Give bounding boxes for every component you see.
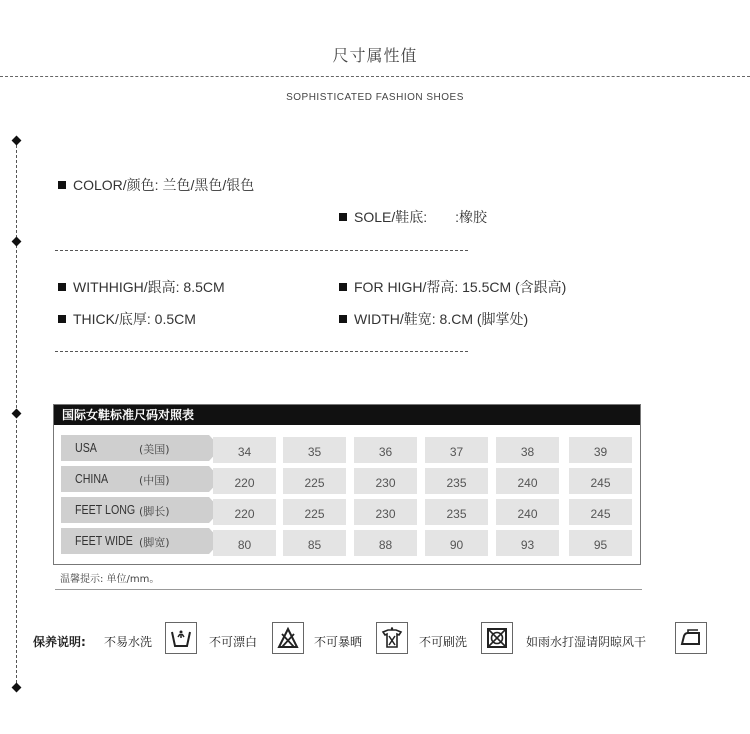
care-label: 不可刷洗 bbox=[419, 635, 468, 649]
row-label-en: FEET WIDE bbox=[75, 533, 133, 548]
attr-thickness bbox=[58, 309, 196, 329]
care-label: 不可暴晒 bbox=[314, 635, 363, 649]
attr-sole-label: SOLE/鞋底: bbox=[354, 209, 428, 225]
attr-heel-height-text: WITHHIGH/跟高: 8.5CM bbox=[73, 279, 225, 295]
row-label-zh: (脚宽) bbox=[139, 536, 170, 549]
table-cell: 245 bbox=[569, 468, 632, 494]
table-cell: 35 bbox=[283, 437, 346, 463]
care-label: 不易水洗 bbox=[104, 635, 153, 649]
size-table bbox=[53, 404, 641, 565]
care-instructions bbox=[33, 622, 733, 656]
table-cell: 95 bbox=[569, 530, 632, 556]
table-cell: 36 bbox=[354, 437, 417, 463]
page-title: 尺寸属性值 bbox=[332, 46, 418, 65]
timeline-diamond-icon bbox=[12, 683, 22, 693]
attr-width-text: WIDTH/鞋宽: 8.CM (脚掌处) bbox=[354, 311, 529, 327]
row-label-en: USA bbox=[75, 440, 97, 455]
size-table-title: 国际女鞋标准尺码对照表 bbox=[54, 405, 640, 425]
attr-heel-height bbox=[58, 277, 225, 297]
row-label-zh: (脚长) bbox=[139, 505, 170, 518]
attr-width bbox=[339, 309, 528, 329]
attr-upper-height bbox=[339, 277, 566, 297]
attr-color-text: COLOR/颜色: 兰色/黑色/银色 bbox=[73, 177, 255, 193]
note-divider bbox=[55, 589, 642, 590]
attr-thickness-text: THICK/底厚: 0.5CM bbox=[73, 311, 196, 327]
bullet-square-icon bbox=[339, 283, 347, 291]
attr-upper-height-text: FOR HIGH/帮高: 15.5CM (含跟高) bbox=[354, 279, 567, 295]
row-label bbox=[61, 528, 209, 554]
table-cell: 88 bbox=[354, 530, 417, 556]
attr-sole bbox=[339, 207, 487, 227]
table-cell: 235 bbox=[425, 468, 488, 494]
bullet-square-icon bbox=[58, 283, 66, 291]
page-subtitle: SOPHISTICATED FASHION SHOES bbox=[286, 92, 464, 103]
row-label-zh: (美国) bbox=[139, 443, 170, 456]
care-label: 如雨水打湿请阴晾风干 bbox=[526, 635, 647, 649]
wash-tub-icon bbox=[165, 622, 197, 654]
iron-icon bbox=[675, 622, 707, 654]
table-cell: 245 bbox=[569, 499, 632, 525]
table-cell: 85 bbox=[283, 530, 346, 556]
row-label-zh: (中国) bbox=[139, 474, 170, 487]
table-cell: 93 bbox=[496, 530, 559, 556]
table-cell: 230 bbox=[354, 468, 417, 494]
table-cell: 34 bbox=[213, 437, 276, 463]
table-cell: 37 bbox=[425, 437, 488, 463]
table-cell: 90 bbox=[425, 530, 488, 556]
table-cell: 235 bbox=[425, 499, 488, 525]
no-tumble-icon bbox=[481, 622, 513, 654]
title-divider bbox=[0, 76, 750, 77]
row-label-en: CHINA bbox=[75, 471, 109, 486]
table-cell: 240 bbox=[496, 468, 559, 494]
table-cell: 225 bbox=[283, 468, 346, 494]
section-divider bbox=[55, 351, 468, 352]
table-cell: 230 bbox=[354, 499, 417, 525]
table-cell: 225 bbox=[283, 499, 346, 525]
table-cell: 39 bbox=[569, 437, 632, 463]
bullet-square-icon bbox=[58, 315, 66, 323]
row-label bbox=[61, 435, 209, 461]
no-sun-dry-icon bbox=[376, 622, 408, 654]
timeline-diamond-icon bbox=[12, 237, 22, 247]
bullet-square-icon bbox=[339, 213, 347, 221]
table-note: 温馨提示: 单位/mm。 bbox=[60, 574, 160, 585]
row-label-en: FEET LONG bbox=[75, 502, 136, 517]
row-label bbox=[61, 466, 209, 492]
no-bleach-icon bbox=[272, 622, 304, 654]
care-label: 不可漂白 bbox=[209, 635, 258, 649]
timeline-diamond-icon bbox=[12, 136, 22, 146]
bullet-square-icon bbox=[339, 315, 347, 323]
table-cell: 240 bbox=[496, 499, 559, 525]
table-cell: 38 bbox=[496, 437, 559, 463]
section-divider bbox=[55, 250, 468, 251]
bullet-square-icon bbox=[58, 181, 66, 189]
table-cell: 220 bbox=[213, 468, 276, 494]
care-title: 保养说明: bbox=[33, 635, 86, 649]
attr-color bbox=[58, 175, 254, 195]
row-label bbox=[61, 497, 209, 523]
table-cell: 80 bbox=[213, 530, 276, 556]
table-cell: 220 bbox=[213, 499, 276, 525]
timeline-diamond-icon bbox=[12, 409, 22, 419]
attr-sole-value: :橡胶 bbox=[455, 209, 488, 225]
